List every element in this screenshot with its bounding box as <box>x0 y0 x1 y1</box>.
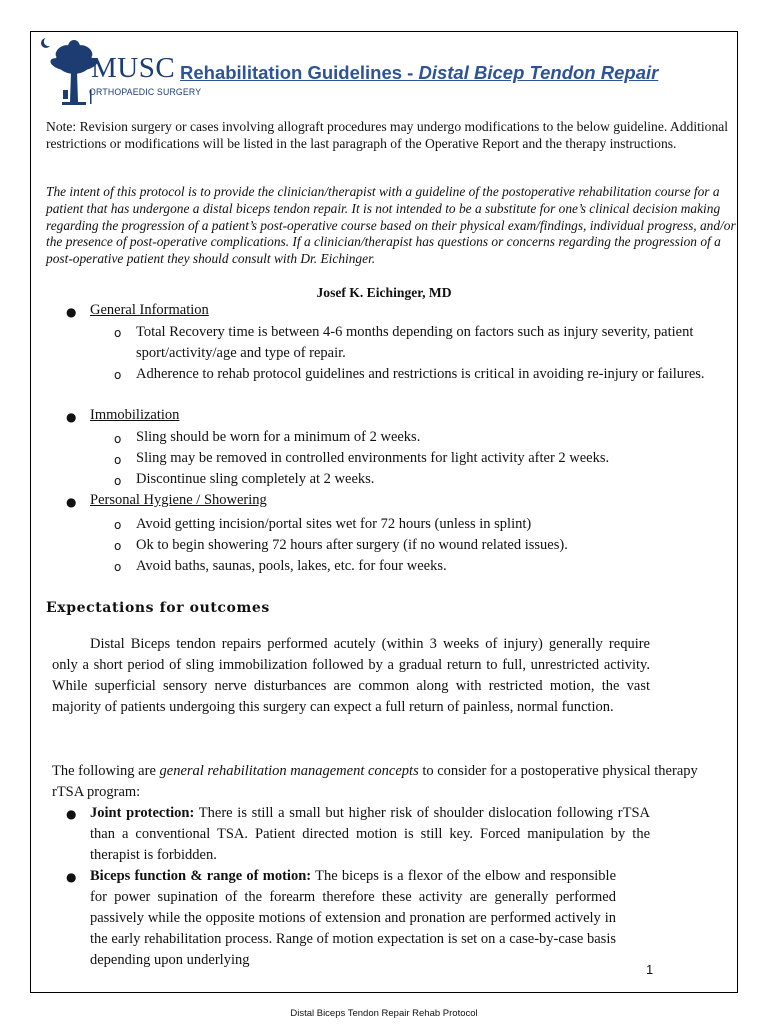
concepts-intro-italic: general rehabilitation management concepts <box>159 763 419 779</box>
list-item: Discontinue sling completely at 2 weeks. <box>136 471 375 487</box>
logo-subtitle: ORTHOPAEDIC SURGERY <box>89 87 202 98</box>
concepts-intro-after: to consider for a postoperative physical therapy rTSA program: <box>52 763 698 800</box>
concept-text: There is still a small but higher risk of shoulder dislocation following rTSA than a conventional TSA. Patient directed motion is still key. Forced manipulation by the therapist is forbidden. <box>90 805 650 863</box>
circle-bullet-icon: o <box>114 474 122 488</box>
circle-bullet-icon: o <box>114 539 122 553</box>
concept-joint-protection <box>90 803 650 866</box>
list-item: Sling should be worn for a minimum of 2 weeks. <box>136 429 421 445</box>
bullet-icon: ● <box>66 807 77 821</box>
expectations-heading: Expectations for outcomes <box>46 600 270 616</box>
concept-biceps-function <box>90 866 616 971</box>
circle-bullet-icon: o <box>114 326 122 340</box>
concepts-intro-before: The following are <box>52 763 160 779</box>
circle-bullet-icon: o <box>114 560 122 574</box>
title-main: Rehabilitation Guidelines - <box>180 62 419 83</box>
circle-bullet-icon: o <box>114 518 122 532</box>
list-item: Ok to begin showering 72 hours after surgery (if no wound related issues). <box>136 537 568 553</box>
revision-note: Note: Revision surgery or cases involving allograft procedures may undergo modifications to the below guideline. Additional restrictions or modifications will be listed in the last paragraph of the Operative Report and the therapy instructions. <box>46 119 729 151</box>
bullet-icon: ● <box>66 870 77 884</box>
section-heading-general: General Information <box>90 302 209 318</box>
list-item: Total Recovery time is between 4-6 months depending on factors such as injury severity, patient sport/activity/age and type of repair. <box>136 324 694 361</box>
circle-bullet-icon: o <box>114 368 122 382</box>
expectations-paragraph: Distal Biceps tendon repairs performed acutely (within 3 weeks of injury) generally require only a short period of sling immobilization followed by a gradual return to full, unrestricted activity. While superficial sensory nerve disturbances are common along with restricted motion, the vast majority of patients undergoing this surgery can expect a full return of painless, normal function. <box>52 636 650 715</box>
section-heading-hygiene: Personal Hygiene / Showering <box>90 492 267 508</box>
bullet-icon: ● <box>66 495 77 509</box>
page-title <box>180 62 658 84</box>
concepts-intro <box>52 761 722 803</box>
circle-bullet-icon: o <box>114 453 122 467</box>
section-heading-immobilization: Immobilization <box>90 407 180 423</box>
list-item: Avoid getting incision/portal sites wet for 72 hours (unless in splint) <box>136 516 532 532</box>
concept-text: The biceps is a flexor of the elbow and responsible for power supination of the forearm therefore these activity are generally performed passively while the opposite motions of extension and pronation are performed actively in the early rehabilitation process. Range of motion expectation is set on a case-by-case basis depending upon underlying <box>90 868 616 968</box>
page-footer: Distal Biceps Tendon Repair Rehab Protocol <box>290 1008 478 1019</box>
list-item: Sling may be removed in controlled environments for light activity after 2 weeks. <box>136 450 610 466</box>
bullet-icon: ● <box>66 305 77 319</box>
bullet-icon: ● <box>66 410 77 424</box>
logo-wordmark: MUSC <box>91 52 176 84</box>
list-item: Adherence to rehab protocol guidelines and restrictions is critical in avoiding re-injury or failures. <box>136 366 705 382</box>
concept-label: Biceps function & range of motion: <box>90 868 312 884</box>
list-item: Avoid baths, saunas, pools, lakes, etc. for four weeks. <box>136 558 447 574</box>
page-number: 1 <box>646 962 654 977</box>
title-italic: Distal Bicep Tendon Repair <box>418 62 659 83</box>
author-name: Josef K. Eichinger, MD <box>316 285 452 300</box>
concept-label: Joint protection: <box>90 805 195 821</box>
protocol-intent: The intent of this protocol is to provide the clinician/therapist with a guideline of the postoperative rehabilitation course for a patient that has undergone a distal biceps tendon repair. It is not intended to be a substitute for one’s clinical decision making regarding the progression of a patient’s post-operative course based on their physical exam/findings, individual progress, and/or the presence of post-operative complications. If a clinician/therapist has questions or concerns regarding the progression of a post-operative patient they should consult with Dr. Eichinger. <box>46 184 736 267</box>
circle-bullet-icon: o <box>114 432 122 446</box>
